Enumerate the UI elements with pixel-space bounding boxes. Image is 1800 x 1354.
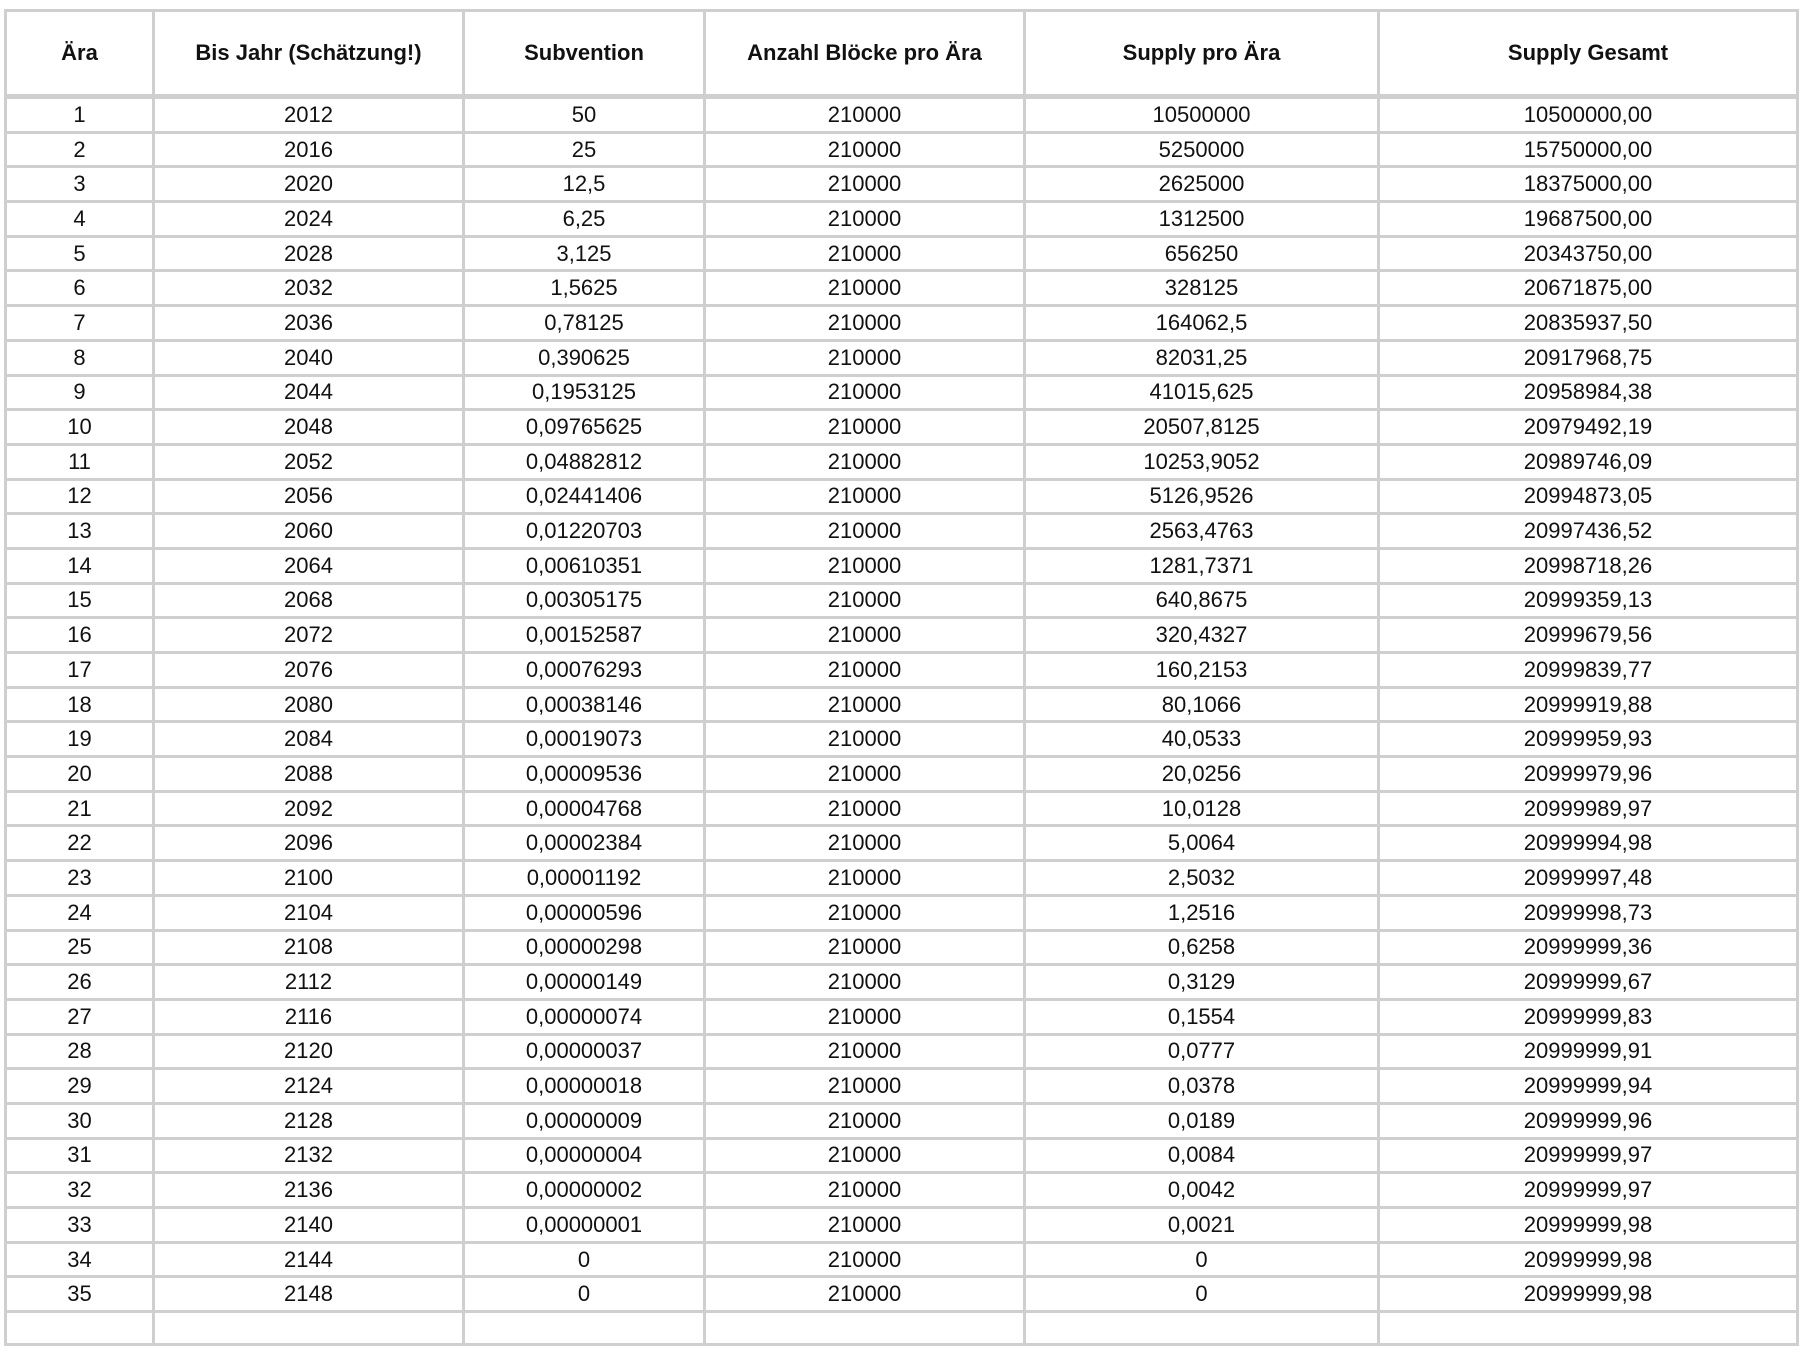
cell-era: 15 (6, 583, 154, 618)
cell-supply-total: 18375000,00 (1379, 167, 1798, 202)
table-row (6, 895, 1798, 930)
cell-subsidy: 0,00000149 (464, 965, 705, 1000)
header-supply-per-era: Supply pro Ära (1025, 11, 1379, 97)
cell-blocks-per-era: 210000 (705, 1138, 1025, 1173)
cell-subsidy: 0,390625 (464, 340, 705, 375)
cell-blocks-per-era: 210000 (705, 861, 1025, 896)
header-until-year: Bis Jahr (Schätzung!) (154, 11, 464, 97)
cell-supply-per-era: 2,5032 (1025, 861, 1379, 896)
cell-supply-per-era: 0,6258 (1025, 930, 1379, 965)
cell-supply-per-era: 5250000 (1025, 132, 1379, 167)
cell-era: 21 (6, 791, 154, 826)
cell-era: 19 (6, 722, 154, 757)
cell-until-year: 2140 (154, 1208, 464, 1243)
cell-supply-per-era: 82031,25 (1025, 340, 1379, 375)
cell-until-year: 2020 (154, 167, 464, 202)
cell-subsidy: 0 (464, 1277, 705, 1312)
cell-era: 14 (6, 548, 154, 583)
table-row (6, 1138, 1798, 1173)
cell-until-year: 2100 (154, 861, 464, 896)
table-row (6, 271, 1798, 306)
header-supply-total: Supply Gesamt (1379, 11, 1798, 97)
table-body (6, 97, 1798, 1345)
cell-blocks-per-era: 210000 (705, 548, 1025, 583)
cell-supply-per-era: 0,0189 (1025, 1103, 1379, 1138)
table-row (6, 861, 1798, 896)
cell-era: 28 (6, 1034, 154, 1069)
cell-supply-total: 20999999,94 (1379, 1069, 1798, 1104)
cell-until-year: 2144 (154, 1242, 464, 1277)
cell-blocks-per-era: 210000 (705, 1277, 1025, 1312)
cell-supply-per-era: 0,0042 (1025, 1173, 1379, 1208)
cell-supply-per-era: 2563,4763 (1025, 514, 1379, 549)
cell-supply-total: 20999839,77 (1379, 653, 1798, 688)
cell-blocks-per-era: 210000 (705, 653, 1025, 688)
cell-until-year: 2064 (154, 548, 464, 583)
table-row (6, 479, 1798, 514)
cell-until-year: 2128 (154, 1103, 464, 1138)
cell-subsidy: 0,00000009 (464, 1103, 705, 1138)
cell-era: 13 (6, 514, 154, 549)
table-row (6, 444, 1798, 479)
cell-supply-per-era: 10253,9052 (1025, 444, 1379, 479)
table-row (6, 826, 1798, 861)
cell-supply-per-era: 5126,9526 (1025, 479, 1379, 514)
cell-era: 26 (6, 965, 154, 1000)
cell-supply-per-era: 10500000 (1025, 97, 1379, 133)
cell-subsidy: 0 (464, 1242, 705, 1277)
cell-subsidy: 0,09765625 (464, 410, 705, 445)
table-row (6, 791, 1798, 826)
empty-table-row (6, 1312, 1798, 1345)
cell-subsidy: 0,00000037 (464, 1034, 705, 1069)
cell-supply-total: 15750000,00 (1379, 132, 1798, 167)
cell-subsidy: 0,01220703 (464, 514, 705, 549)
table-row (6, 410, 1798, 445)
table-row (6, 1277, 1798, 1312)
cell-supply-per-era: 640,8675 (1025, 583, 1379, 618)
table-row (6, 132, 1798, 167)
cell-subsidy: 0,00004768 (464, 791, 705, 826)
cell-supply-total: 20999999,98 (1379, 1242, 1798, 1277)
cell-subsidy: 0,00000002 (464, 1173, 705, 1208)
cell-blocks-per-era: 210000 (705, 618, 1025, 653)
cell-supply-total: 20998718,26 (1379, 548, 1798, 583)
cell-era: 20 (6, 757, 154, 792)
cell-supply-per-era: 5,0064 (1025, 826, 1379, 861)
cell-blocks-per-era: 210000 (705, 965, 1025, 1000)
table-row (6, 340, 1798, 375)
cell-supply-total: 20671875,00 (1379, 271, 1798, 306)
cell-blocks-per-era: 210000 (705, 999, 1025, 1034)
cell-subsidy: 0,00000018 (464, 1069, 705, 1104)
table-row (6, 548, 1798, 583)
cell-blocks-per-era: 210000 (705, 410, 1025, 445)
cell-supply-total: 20989746,09 (1379, 444, 1798, 479)
cell-subsidy: 0,00610351 (464, 548, 705, 583)
cell-blocks-per-era: 210000 (705, 930, 1025, 965)
cell-subsidy: 0,1953125 (464, 375, 705, 410)
cell-blocks-per-era: 210000 (705, 340, 1025, 375)
cell-blocks-per-era: 210000 (705, 1208, 1025, 1243)
header-subsidy: Subvention (464, 11, 705, 97)
cell-blocks-per-era: 210000 (705, 583, 1025, 618)
cell-supply-total: 20343750,00 (1379, 236, 1798, 271)
cell-until-year: 2116 (154, 999, 464, 1034)
cell-era: 34 (6, 1242, 154, 1277)
cell-era: 12 (6, 479, 154, 514)
cell-supply-total: 20999998,73 (1379, 895, 1798, 930)
cell-supply-total: 20999999,83 (1379, 999, 1798, 1034)
cell-era: 24 (6, 895, 154, 930)
cell-blocks-per-era: 210000 (705, 1034, 1025, 1069)
cell-subsidy: 12,5 (464, 167, 705, 202)
cell-supply-per-era: 0 (1025, 1242, 1379, 1277)
cell-blocks-per-era: 210000 (705, 687, 1025, 722)
table-row (6, 965, 1798, 1000)
cell-until-year: 2012 (154, 97, 464, 133)
cell-until-year: 2040 (154, 340, 464, 375)
cell-subsidy: 0,78125 (464, 306, 705, 341)
cell-supply-total: 20999994,98 (1379, 826, 1798, 861)
empty-cell (154, 1312, 464, 1345)
cell-supply-total: 20999999,67 (1379, 965, 1798, 1000)
cell-subsidy: 1,5625 (464, 271, 705, 306)
empty-cell (1379, 1312, 1798, 1345)
table-row (6, 618, 1798, 653)
cell-supply-total: 20999679,56 (1379, 618, 1798, 653)
cell-supply-per-era: 0,0021 (1025, 1208, 1379, 1243)
cell-subsidy: 0,02441406 (464, 479, 705, 514)
cell-supply-per-era: 0,0084 (1025, 1138, 1379, 1173)
cell-blocks-per-era: 210000 (705, 895, 1025, 930)
cell-era: 29 (6, 1069, 154, 1104)
table-header-row (6, 11, 1798, 97)
cell-era: 16 (6, 618, 154, 653)
table-row (6, 653, 1798, 688)
cell-until-year: 2136 (154, 1173, 464, 1208)
cell-until-year: 2032 (154, 271, 464, 306)
cell-until-year: 2120 (154, 1034, 464, 1069)
cell-era: 25 (6, 930, 154, 965)
cell-supply-per-era: 0,3129 (1025, 965, 1379, 1000)
cell-supply-total: 20999999,97 (1379, 1173, 1798, 1208)
cell-supply-per-era: 160,2153 (1025, 653, 1379, 688)
cell-era: 8 (6, 340, 154, 375)
cell-subsidy: 0,00000001 (464, 1208, 705, 1243)
cell-until-year: 2076 (154, 653, 464, 688)
cell-supply-total: 20999989,97 (1379, 791, 1798, 826)
cell-blocks-per-era: 210000 (705, 791, 1025, 826)
cell-supply-total: 19687500,00 (1379, 202, 1798, 237)
cell-supply-total: 20999919,88 (1379, 687, 1798, 722)
cell-blocks-per-era: 210000 (705, 271, 1025, 306)
cell-supply-per-era: 0,0378 (1025, 1069, 1379, 1104)
table-row (6, 1069, 1798, 1104)
cell-supply-total: 20999999,98 (1379, 1277, 1798, 1312)
cell-supply-total: 20999959,93 (1379, 722, 1798, 757)
cell-era: 32 (6, 1173, 154, 1208)
cell-supply-total: 20999999,91 (1379, 1034, 1798, 1069)
cell-blocks-per-era: 210000 (705, 306, 1025, 341)
cell-supply-total: 20999999,98 (1379, 1208, 1798, 1243)
table-row (6, 687, 1798, 722)
cell-supply-per-era: 0 (1025, 1277, 1379, 1312)
cell-until-year: 2056 (154, 479, 464, 514)
cell-supply-per-era: 80,1066 (1025, 687, 1379, 722)
cell-supply-total: 20999359,13 (1379, 583, 1798, 618)
table-row (6, 757, 1798, 792)
cell-blocks-per-era: 210000 (705, 236, 1025, 271)
cell-until-year: 2068 (154, 583, 464, 618)
cell-supply-per-era: 20,0256 (1025, 757, 1379, 792)
cell-era: 23 (6, 861, 154, 896)
cell-supply-total: 20835937,50 (1379, 306, 1798, 341)
table-row (6, 167, 1798, 202)
cell-supply-per-era: 2625000 (1025, 167, 1379, 202)
cell-subsidy: 0,00000004 (464, 1138, 705, 1173)
cell-era: 9 (6, 375, 154, 410)
cell-until-year: 2084 (154, 722, 464, 757)
cell-until-year: 2112 (154, 965, 464, 1000)
cell-supply-total: 10500000,00 (1379, 97, 1798, 133)
cell-blocks-per-era: 210000 (705, 1242, 1025, 1277)
cell-supply-total: 20917968,75 (1379, 340, 1798, 375)
cell-subsidy: 0,00000596 (464, 895, 705, 930)
cell-until-year: 2060 (154, 514, 464, 549)
cell-blocks-per-era: 210000 (705, 202, 1025, 237)
supply-table (4, 9, 1799, 1346)
cell-era: 4 (6, 202, 154, 237)
cell-era: 7 (6, 306, 154, 341)
cell-blocks-per-era: 210000 (705, 444, 1025, 479)
cell-supply-total: 20999979,96 (1379, 757, 1798, 792)
cell-supply-per-era: 1312500 (1025, 202, 1379, 237)
cell-until-year: 2096 (154, 826, 464, 861)
cell-blocks-per-era: 210000 (705, 479, 1025, 514)
cell-supply-per-era: 1281,7371 (1025, 548, 1379, 583)
cell-blocks-per-era: 210000 (705, 514, 1025, 549)
cell-supply-per-era: 20507,8125 (1025, 410, 1379, 445)
cell-supply-total: 20999999,36 (1379, 930, 1798, 965)
cell-era: 6 (6, 271, 154, 306)
cell-era: 3 (6, 167, 154, 202)
cell-supply-total: 20994873,05 (1379, 479, 1798, 514)
cell-until-year: 2088 (154, 757, 464, 792)
cell-supply-total: 20999997,48 (1379, 861, 1798, 896)
cell-era: 33 (6, 1208, 154, 1243)
cell-era: 1 (6, 97, 154, 133)
cell-era: 30 (6, 1103, 154, 1138)
cell-subsidy: 3,125 (464, 236, 705, 271)
cell-era: 35 (6, 1277, 154, 1312)
table-row (6, 1208, 1798, 1243)
cell-subsidy: 0,00305175 (464, 583, 705, 618)
cell-until-year: 2148 (154, 1277, 464, 1312)
empty-cell (464, 1312, 705, 1345)
cell-supply-per-era: 328125 (1025, 271, 1379, 306)
cell-subsidy: 25 (464, 132, 705, 167)
cell-blocks-per-era: 210000 (705, 1173, 1025, 1208)
cell-blocks-per-era: 210000 (705, 826, 1025, 861)
header-era: Ära (6, 11, 154, 97)
empty-cell (1025, 1312, 1379, 1345)
cell-subsidy: 0,04882812 (464, 444, 705, 479)
table-row (6, 236, 1798, 271)
cell-subsidy: 0,00152587 (464, 618, 705, 653)
table-row (6, 202, 1798, 237)
table-row (6, 375, 1798, 410)
cell-blocks-per-era: 210000 (705, 132, 1025, 167)
cell-blocks-per-era: 210000 (705, 757, 1025, 792)
cell-until-year: 2044 (154, 375, 464, 410)
cell-subsidy: 0,00000298 (464, 930, 705, 965)
cell-supply-per-era: 0,1554 (1025, 999, 1379, 1034)
table-row (6, 1242, 1798, 1277)
cell-blocks-per-era: 210000 (705, 97, 1025, 133)
cell-until-year: 2024 (154, 202, 464, 237)
table-row (6, 97, 1798, 133)
cell-era: 17 (6, 653, 154, 688)
cell-supply-per-era: 1,2516 (1025, 895, 1379, 930)
table-row (6, 930, 1798, 965)
cell-era: 18 (6, 687, 154, 722)
cell-era: 2 (6, 132, 154, 167)
cell-subsidy: 0,00076293 (464, 653, 705, 688)
cell-supply-total: 20999999,96 (1379, 1103, 1798, 1138)
cell-subsidy: 0,00038146 (464, 687, 705, 722)
cell-until-year: 2036 (154, 306, 464, 341)
cell-until-year: 2072 (154, 618, 464, 653)
cell-era: 31 (6, 1138, 154, 1173)
header-blocks-per-era: Anzahl Blöcke pro Ära (705, 11, 1025, 97)
table-row (6, 1034, 1798, 1069)
cell-until-year: 2048 (154, 410, 464, 445)
cell-subsidy: 0,00009536 (464, 757, 705, 792)
cell-supply-per-era: 40,0533 (1025, 722, 1379, 757)
cell-subsidy: 0,00001192 (464, 861, 705, 896)
cell-until-year: 2080 (154, 687, 464, 722)
cell-era: 11 (6, 444, 154, 479)
cell-subsidy: 0,00019073 (464, 722, 705, 757)
cell-supply-per-era: 0,0777 (1025, 1034, 1379, 1069)
cell-until-year: 2028 (154, 236, 464, 271)
cell-subsidy: 0,00002384 (464, 826, 705, 861)
cell-blocks-per-era: 210000 (705, 167, 1025, 202)
cell-until-year: 2124 (154, 1069, 464, 1104)
table-row (6, 999, 1798, 1034)
cell-supply-per-era: 10,0128 (1025, 791, 1379, 826)
table-row (6, 1173, 1798, 1208)
cell-until-year: 2104 (154, 895, 464, 930)
cell-supply-total: 20958984,38 (1379, 375, 1798, 410)
empty-cell (6, 1312, 154, 1345)
cell-blocks-per-era: 210000 (705, 722, 1025, 757)
cell-era: 5 (6, 236, 154, 271)
cell-until-year: 2108 (154, 930, 464, 965)
cell-subsidy: 50 (464, 97, 705, 133)
table-row (6, 514, 1798, 549)
table-row (6, 1103, 1798, 1138)
cell-blocks-per-era: 210000 (705, 375, 1025, 410)
cell-supply-per-era: 320,4327 (1025, 618, 1379, 653)
cell-until-year: 2132 (154, 1138, 464, 1173)
cell-supply-total: 20999999,97 (1379, 1138, 1798, 1173)
cell-blocks-per-era: 210000 (705, 1103, 1025, 1138)
cell-era: 22 (6, 826, 154, 861)
cell-era: 27 (6, 999, 154, 1034)
cell-supply-total: 20997436,52 (1379, 514, 1798, 549)
cell-supply-per-era: 41015,625 (1025, 375, 1379, 410)
cell-blocks-per-era: 210000 (705, 1069, 1025, 1104)
table-row (6, 583, 1798, 618)
cell-until-year: 2092 (154, 791, 464, 826)
empty-cell (705, 1312, 1025, 1345)
cell-supply-total: 20979492,19 (1379, 410, 1798, 445)
cell-subsidy: 0,00000074 (464, 999, 705, 1034)
cell-until-year: 2052 (154, 444, 464, 479)
table-row (6, 306, 1798, 341)
table-row (6, 722, 1798, 757)
cell-subsidy: 6,25 (464, 202, 705, 237)
cell-until-year: 2016 (154, 132, 464, 167)
cell-supply-per-era: 164062,5 (1025, 306, 1379, 341)
cell-era: 10 (6, 410, 154, 445)
cell-supply-per-era: 656250 (1025, 236, 1379, 271)
